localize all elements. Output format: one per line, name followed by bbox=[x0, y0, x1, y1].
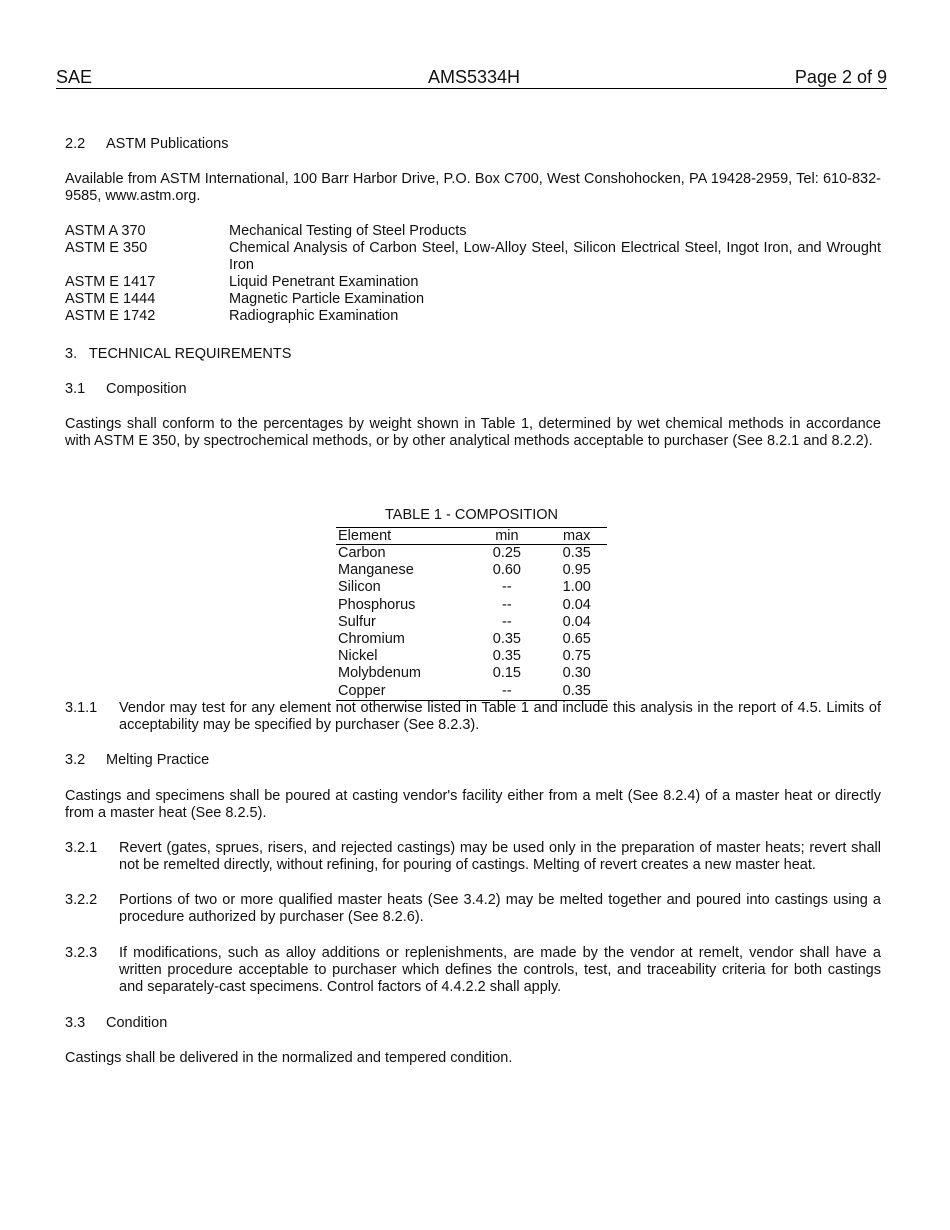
element-cell: Carbon bbox=[338, 545, 386, 561]
max-cell: 0.35 bbox=[562, 545, 591, 561]
min-cell: -- bbox=[502, 579, 512, 596]
element-cell: Copper bbox=[336, 683, 467, 701]
section-number: 3.3 bbox=[65, 1015, 86, 1031]
min-cell: 0.35 bbox=[492, 648, 521, 665]
element-cell: Phosphorus bbox=[338, 596, 416, 613]
paragraph: Available from ASTM International, 100 Barr Harbor Drive, P.O. Box C700, West Conshohocken, PA 19428-2959, Tel: 610-832-9585, www.astm.org. bbox=[65, 171, 881, 204]
section-title: Condition bbox=[106, 1015, 168, 1031]
section-number: 3.2.3 bbox=[65, 945, 98, 961]
section-number: 2.2 bbox=[65, 136, 86, 152]
paragraph: Revert (gates, sprues, risers, and rejected castings) may be used only in the preparation of master heats; revert shall not be remelted directly, without refining, for pouring of castings. Melting of revert creates a new master heat. bbox=[119, 840, 881, 873]
column-header: max bbox=[546, 528, 607, 545]
table-row bbox=[336, 545, 607, 563]
max-cell: 0.75 bbox=[562, 648, 591, 665]
element-cell: Nickel bbox=[338, 648, 378, 665]
max-cell: 0.04 bbox=[562, 596, 591, 613]
section-number: 3.2 bbox=[65, 752, 86, 768]
min-cell: 0.15 bbox=[492, 665, 521, 682]
header-org: SAE bbox=[56, 67, 93, 87]
reference-item bbox=[65, 240, 881, 274]
table-header-row bbox=[336, 528, 607, 545]
section-title: ASTM Publications bbox=[106, 136, 229, 152]
paragraph: Castings shall conform to the percentages by weight shown in Table 1, determined by wet chemical methods in accordance with ASTM E 350, by spectrochemical methods, or by other analytical methods acceptable to purchaser (See 8.2.1 and 8.2.2). bbox=[65, 416, 881, 449]
header-doc-id: AMS5334H bbox=[428, 67, 521, 87]
max-cell: 0.30 bbox=[562, 665, 591, 682]
table-row bbox=[336, 665, 607, 682]
composition-table bbox=[336, 507, 607, 701]
max-cell: 0.65 bbox=[562, 631, 591, 648]
reference-item bbox=[65, 274, 881, 291]
reference-code: ASTM A 370 bbox=[65, 223, 146, 239]
table-row bbox=[336, 597, 607, 614]
section-number: 3.1.1 bbox=[65, 700, 98, 716]
page-header bbox=[56, 66, 887, 89]
reference-code: ASTM E 1742 bbox=[65, 308, 156, 324]
section-number: 3.2.1 bbox=[65, 840, 98, 856]
min-cell: -- bbox=[467, 683, 546, 701]
section-title: Composition bbox=[106, 381, 187, 397]
header-page-number: Page 2 of 9 bbox=[794, 67, 887, 87]
reference-title: Mechanical Testing of Steel Products bbox=[229, 223, 467, 239]
min-cell: 0.60 bbox=[492, 562, 521, 579]
reference-item bbox=[65, 308, 881, 325]
column-header: min bbox=[467, 528, 546, 545]
element-cell: Silicon bbox=[338, 579, 381, 596]
section-heading: 3. TECHNICAL REQUIREMENTS bbox=[65, 346, 292, 362]
reference-code: ASTM E 1444 bbox=[65, 291, 156, 307]
reference-item bbox=[65, 291, 881, 308]
reference-code: ASTM E 350 bbox=[65, 240, 148, 256]
max-cell: 1.00 bbox=[562, 579, 591, 596]
paragraph: Vendor may test for any element not otherwise listed in Table 1 and include this analysis in the report of 4.5. Limits of acceptability may be specified by purchaser (See 8.2.3). bbox=[119, 700, 881, 733]
element-cell: Chromium bbox=[338, 631, 405, 648]
section-number: 3.2.2 bbox=[65, 892, 98, 908]
table-row bbox=[336, 631, 607, 648]
min-cell: -- bbox=[502, 596, 512, 613]
reference-title: Liquid Penetrant Examination bbox=[229, 274, 419, 290]
section-title: Melting Practice bbox=[106, 752, 210, 768]
max-cell: 0.04 bbox=[562, 613, 591, 630]
min-cell: 0.35 bbox=[492, 631, 521, 648]
element-cell: Molybdenum bbox=[338, 665, 422, 682]
table-caption: TABLE 1 - COMPOSITION bbox=[385, 507, 558, 523]
table-row bbox=[336, 614, 607, 631]
section-number: 3.1 bbox=[65, 381, 86, 397]
paragraph: Castings and specimens shall be poured at casting vendor's facility either from a melt (See 8.2.4) of a master heat or directly from a master heat (See 8.2.5). bbox=[65, 788, 881, 821]
min-cell: -- bbox=[502, 613, 512, 630]
paragraph: If modifications, such as alloy additions or replenishments, are made by the vendor at remelt, vendor shall have a written procedure acceptable to purchaser which defines the controls, test, and traceability criteria for both castings and separately-cast specimens. Control factors of 4.4.2.2 shall apply. bbox=[119, 945, 881, 995]
column-header: Element bbox=[336, 528, 467, 545]
element-cell: Manganese bbox=[338, 562, 414, 579]
table-row bbox=[336, 562, 607, 579]
table-row bbox=[336, 683, 607, 701]
paragraph: Castings shall be delivered in the normalized and tempered condition. bbox=[65, 1050, 513, 1066]
reference-title: Radiographic Examination bbox=[229, 308, 399, 324]
reference-item bbox=[65, 223, 881, 240]
max-cell: 0.95 bbox=[562, 562, 591, 579]
reference-title: Chemical Analysis of Carbon Steel, Low-Alloy Steel, Silicon Electrical Steel, Ingot Iron, and Wrought Iron bbox=[229, 240, 881, 273]
reference-title: Magnetic Particle Examination bbox=[229, 291, 425, 307]
reference-list bbox=[65, 223, 881, 325]
table-row bbox=[336, 579, 607, 596]
table-row bbox=[336, 648, 607, 665]
element-cell: Sulfur bbox=[338, 613, 376, 630]
reference-code: ASTM E 1417 bbox=[65, 274, 156, 290]
max-cell: 0.35 bbox=[546, 683, 607, 701]
paragraph: Portions of two or more qualified master heats (See 3.4.2) may be melted together and poured into castings using a procedure authorized by purchaser (See 8.2.6). bbox=[119, 892, 881, 925]
min-cell: 0.25 bbox=[492, 545, 521, 561]
